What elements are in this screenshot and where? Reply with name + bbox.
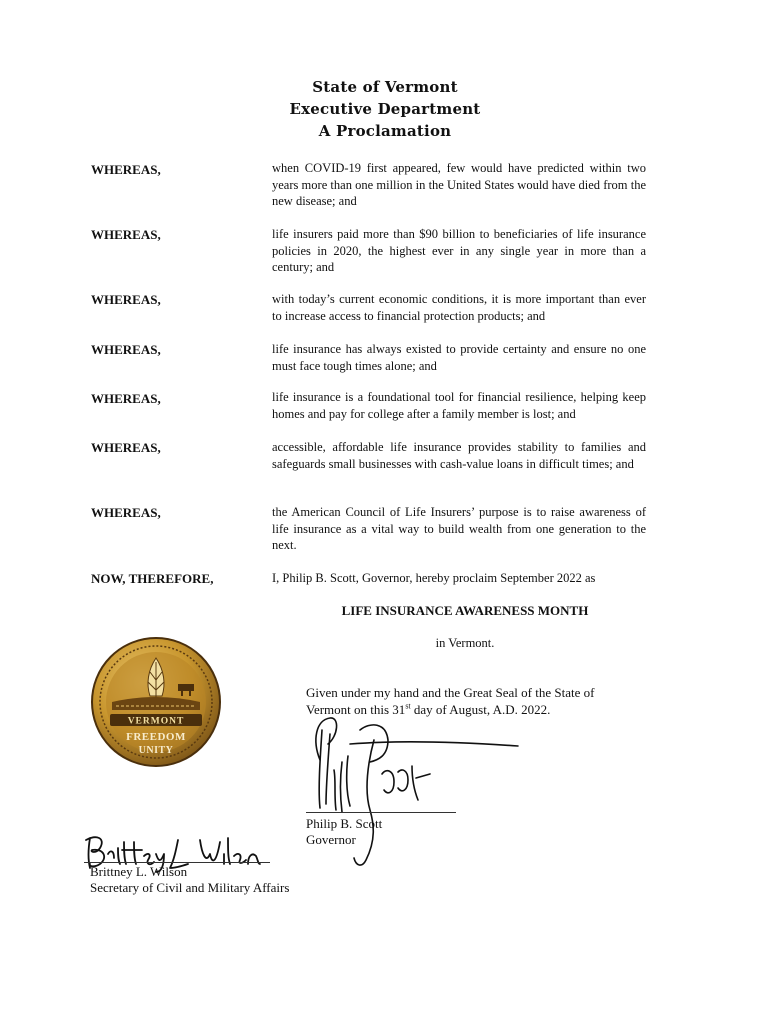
- secretary-name: Brittney L. Wilson: [90, 864, 188, 879]
- seal-motto-freedom: FREEDOM: [126, 731, 186, 743]
- great-seal-image: [90, 636, 222, 768]
- clause-label: WHEREAS,: [91, 440, 161, 455]
- seal-motto-unity: UNITY: [138, 745, 174, 756]
- clause-text: life insurance has always existed to provide certainty and ensure no one must face tough times alone; and: [272, 342, 646, 373]
- clause-text: life insurance is a foundational tool for financial resilience, helping keep homes and pay for college after a family member is lost; and: [272, 390, 646, 421]
- header-proclamation: A Proclamation: [318, 122, 452, 140]
- given-line-1: Given under my hand and the Great Seal of the State of: [306, 685, 595, 700]
- given-date-ordinal: st: [405, 701, 411, 711]
- clause-label: WHEREAS,: [91, 162, 161, 177]
- secretary-signature-line: [84, 862, 270, 863]
- clause-label: WHEREAS,: [91, 292, 161, 307]
- document-header: [0, 76, 770, 142]
- clause-text: with today’s current economic conditions, it is more important than ever to increase access to financial protection products; and: [272, 292, 646, 323]
- given-date-prefix: Vermont on this 31: [306, 702, 406, 717]
- clause-label: WHEREAS,: [91, 391, 161, 406]
- clause-text: accessible, affordable life insurance provides stability to families and safeguards small businesses with cash-value loans in difficult times; and: [272, 440, 646, 471]
- clause-label: WHEREAS,: [91, 342, 161, 357]
- governor-name: Philip B. Scott: [306, 816, 383, 831]
- governor-signature-line: [306, 812, 456, 813]
- header-department: Executive Department: [289, 100, 481, 118]
- clause-label: WHEREAS,: [91, 505, 161, 520]
- governor-title: Governor: [306, 832, 356, 847]
- seal-banner: VERMONT: [127, 716, 185, 727]
- clause-text: life insurers paid more than $90 billion to beneficiaries of life insurance policies in 2020, the highest ever in any single year in more than a century; and: [272, 227, 646, 274]
- clause-text: when COVID-19 first appeared, few would have predicted within two years more than one million in the United States would have died from the new disease; and: [272, 161, 646, 208]
- governor-block: [306, 816, 382, 848]
- clause-label: NOW, THEREFORE,: [91, 571, 214, 586]
- secretary-title: Secretary of Civil and Military Affairs: [90, 880, 290, 895]
- clause-text: the American Council of Life Insurers’ purpose is to raise awareness of life insurance as a vital way to build wealth from one generation to the next.: [272, 505, 646, 552]
- given-date-suffix: day of August, A.D. 2022.: [410, 702, 551, 717]
- header-state: State of Vermont: [312, 78, 458, 96]
- proclamation-title: LIFE INSURANCE AWARENESS MONTH: [341, 603, 589, 618]
- clause-text: I, Philip B. Scott, Governor, hereby proclaim September 2022 as: [272, 571, 596, 585]
- proclamation-location: in Vermont.: [435, 636, 495, 650]
- secretary-block: [90, 864, 289, 896]
- clause-label: WHEREAS,: [91, 227, 161, 242]
